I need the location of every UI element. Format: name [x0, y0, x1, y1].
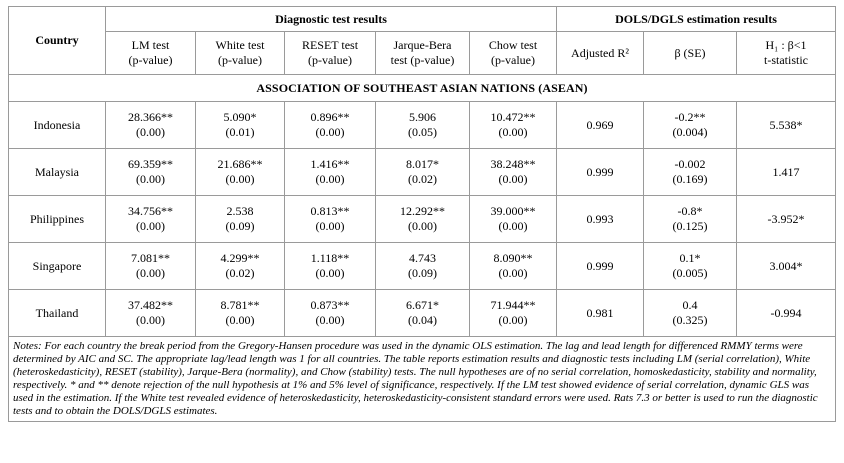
- t-statistic-cell: -0.994: [737, 290, 836, 337]
- beta-cell: -0.2** (0.004): [644, 102, 737, 149]
- white-cell: 21.686** (0.00): [196, 149, 285, 196]
- table-row: [9, 290, 836, 337]
- lm-cell: 37.482** (0.00): [106, 290, 196, 337]
- t-statistic-cell: 3.004*: [737, 243, 836, 290]
- adjusted-r2-cell: 0.981: [557, 290, 644, 337]
- white-cell: 4.299** (0.02): [196, 243, 285, 290]
- reset-cell: 0.813** (0.00): [285, 196, 376, 243]
- adjusted-r2-header: Adjusted R²: [557, 32, 644, 75]
- chow-cell: 8.090** (0.00): [470, 243, 557, 290]
- country-cell: Thailand: [9, 290, 106, 337]
- table-notes: Notes: For each country the break period from the Gregory-Hansen procedure was used in the dynamic OLS estimation. The lag and lead length for differenced RMMY terms were determined by AIC and SC. The appropriate lag/lead length was 1 for all countries. The table reports estimation results and diagnostic tests including LM (serial correlation), White (heteroskedasticity), RESET (stability), Jarque-Bera (normality), and Chow (stability) tests. The null hypotheses are of no serial correlation, homoskedasticity, stability and normality, respectively. * and ** denote rejection of the null hypothesis at 1% and 5% level of significance, respectively. If the LM test showed evidence of serial correlation, dynamic GLS was used in the estimation. If the White test revealed evidence of heteroskedasticity, heteroskedasticity-consistent standard errors were used. Rats 7.3 or better is used to run the diagnostic tests and to obtain the DOLS/DGLS estimates.: [9, 337, 836, 422]
- adjusted-r2-cell: 0.999: [557, 149, 644, 196]
- diagnostic-results-table: [8, 6, 836, 422]
- t-statistic-header: H₁ : β<1 t-statistic: [737, 32, 836, 75]
- t-statistic-cell: 5.538*: [737, 102, 836, 149]
- beta-cell: -0.8* (0.125): [644, 196, 737, 243]
- lm-test-header: LM test (p-value): [106, 32, 196, 75]
- jarque-bera-cell: 12.292** (0.00): [376, 196, 470, 243]
- adjusted-r2-cell: 0.969: [557, 102, 644, 149]
- lm-cell: 34.756** (0.00): [106, 196, 196, 243]
- diagnostic-group-header: Diagnostic test results: [106, 7, 557, 32]
- table-row: [9, 102, 836, 149]
- table-row: [9, 196, 836, 243]
- chow-cell: 71.944** (0.00): [470, 290, 557, 337]
- results-table-container: [8, 6, 836, 422]
- chow-cell: 39.000** (0.00): [470, 196, 557, 243]
- white-cell: 5.090* (0.01): [196, 102, 285, 149]
- beta-cell: 0.4 (0.325): [644, 290, 737, 337]
- beta-cell: -0.002 (0.169): [644, 149, 737, 196]
- country-cell: Philippines: [9, 196, 106, 243]
- country-cell: Malaysia: [9, 149, 106, 196]
- reset-cell: 0.896** (0.00): [285, 102, 376, 149]
- table-row: [9, 149, 836, 196]
- reset-cell: 1.416** (0.00): [285, 149, 376, 196]
- t-statistic-cell: 1.417: [737, 149, 836, 196]
- jarque-bera-cell: 6.671* (0.04): [376, 290, 470, 337]
- white-test-header: White test (p-value): [196, 32, 285, 75]
- table-row: [9, 243, 836, 290]
- white-cell: 2.538 (0.09): [196, 196, 285, 243]
- beta-cell: 0.1* (0.005): [644, 243, 737, 290]
- adjusted-r2-cell: 0.999: [557, 243, 644, 290]
- jarque-bera-header: Jarque-Bera test (p-value): [376, 32, 470, 75]
- lm-cell: 69.359** (0.00): [106, 149, 196, 196]
- country-cell: Indonesia: [9, 102, 106, 149]
- region-title: ASSOCIATION OF SOUTHEAST ASIAN NATIONS (ASEAN): [9, 75, 836, 102]
- dols-group-header: DOLS/DGLS estimation results: [557, 7, 836, 32]
- adjusted-r2-cell: 0.993: [557, 196, 644, 243]
- country-header: Country: [9, 7, 106, 75]
- lm-cell: 7.081** (0.00): [106, 243, 196, 290]
- lm-cell: 28.366** (0.00): [106, 102, 196, 149]
- white-cell: 8.781** (0.00): [196, 290, 285, 337]
- chow-cell: 10.472** (0.00): [470, 102, 557, 149]
- jarque-bera-cell: 8.017* (0.02): [376, 149, 470, 196]
- beta-se-header: β (SE): [644, 32, 737, 75]
- chow-cell: 38.248** (0.00): [470, 149, 557, 196]
- jarque-bera-cell: 4.743 (0.09): [376, 243, 470, 290]
- reset-cell: 0.873** (0.00): [285, 290, 376, 337]
- country-cell: Singapore: [9, 243, 106, 290]
- t-statistic-cell: -3.952*: [737, 196, 836, 243]
- reset-cell: 1.118** (0.00): [285, 243, 376, 290]
- reset-test-header: RESET test (p-value): [285, 32, 376, 75]
- jarque-bera-cell: 5.906 (0.05): [376, 102, 470, 149]
- chow-test-header: Chow test (p-value): [470, 32, 557, 75]
